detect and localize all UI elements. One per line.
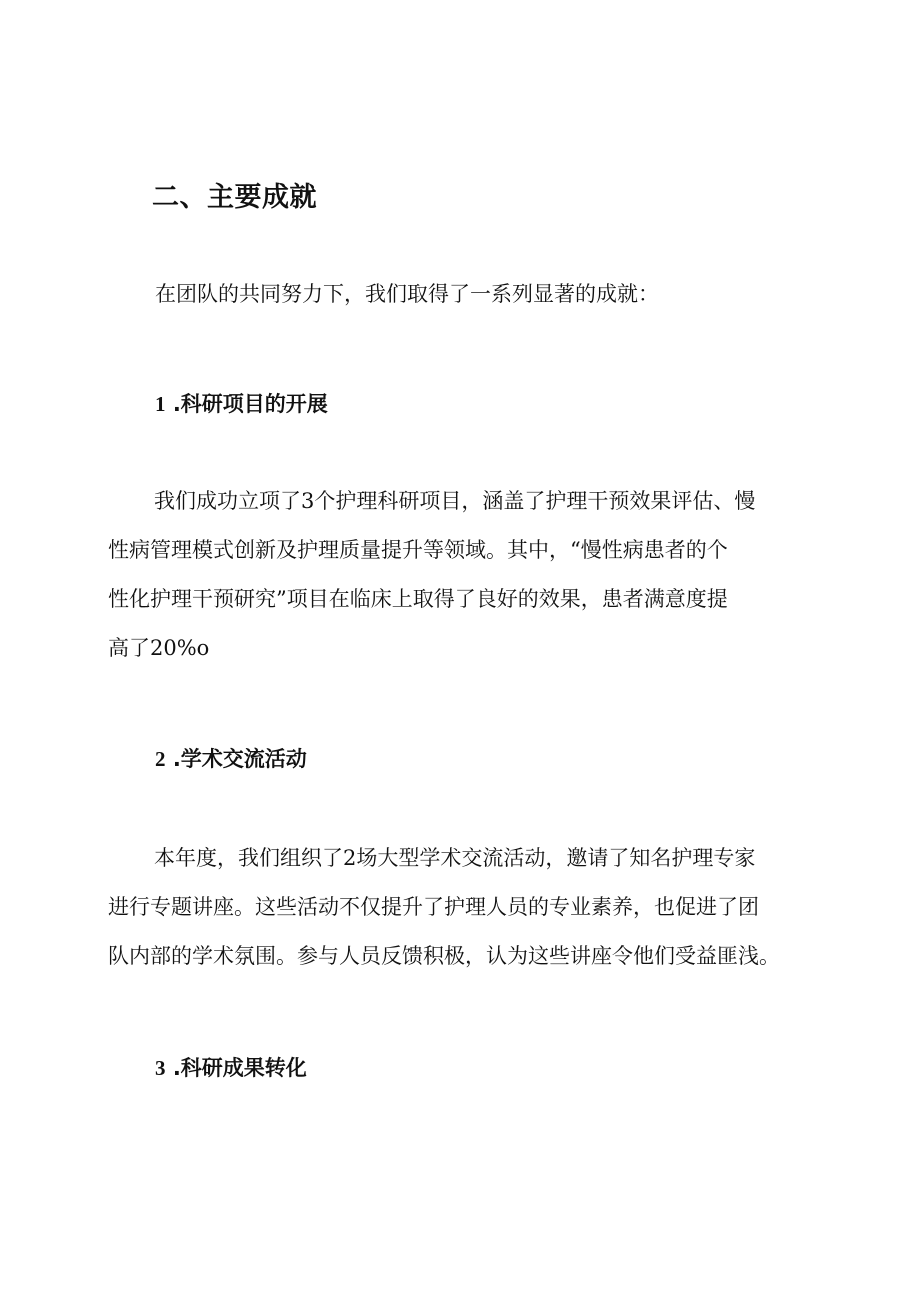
paragraph-line: 队内部的学术氛围。参与人员反馈积极，认为这些讲座令他们受益匪浅。: [108, 944, 780, 968]
item-3-heading: [155, 1052, 307, 1082]
paragraph-line: 性化护理干预研究”项目在临床上取得了良好的效果，患者满意度提: [108, 587, 728, 611]
item-1-number: 1: [155, 392, 166, 416]
intro-paragraph: 在团队的共同努力下，我们取得了一系列显著的成就：: [155, 282, 659, 306]
paragraph-line: 本年度，我们组织了2场大型学术交流活动，邀请了知名护理专家: [154, 846, 756, 870]
section-title: 二、主要成就: [152, 182, 317, 213]
item-1-paragraph: [108, 477, 820, 673]
paragraph-line: 高了20%o: [108, 636, 210, 660]
item-2-heading: [155, 743, 307, 773]
paragraph-line: 我们成功立项了3个护理科研项目，涵盖了护理干预效果评估、慢: [154, 489, 756, 513]
item-2-paragraph: [108, 834, 820, 981]
paragraph-line: 性病管理模式创新及护理质量提升等领域。其中，“慢性病患者的个: [108, 538, 728, 562]
item-2-heading-text: .学术交流活动: [172, 747, 307, 771]
paragraph-line: 进行专题讲座。这些活动不仅提升了护理人员的专业素养，也促进了团: [108, 895, 759, 919]
item-3-number: 3: [155, 1056, 166, 1080]
item-1-heading-text: .科研项目的开展: [172, 392, 328, 416]
item-2-number: 2: [155, 747, 166, 771]
item-3-heading-text: .科研成果转化: [172, 1056, 307, 1080]
item-1-heading: [155, 388, 328, 418]
